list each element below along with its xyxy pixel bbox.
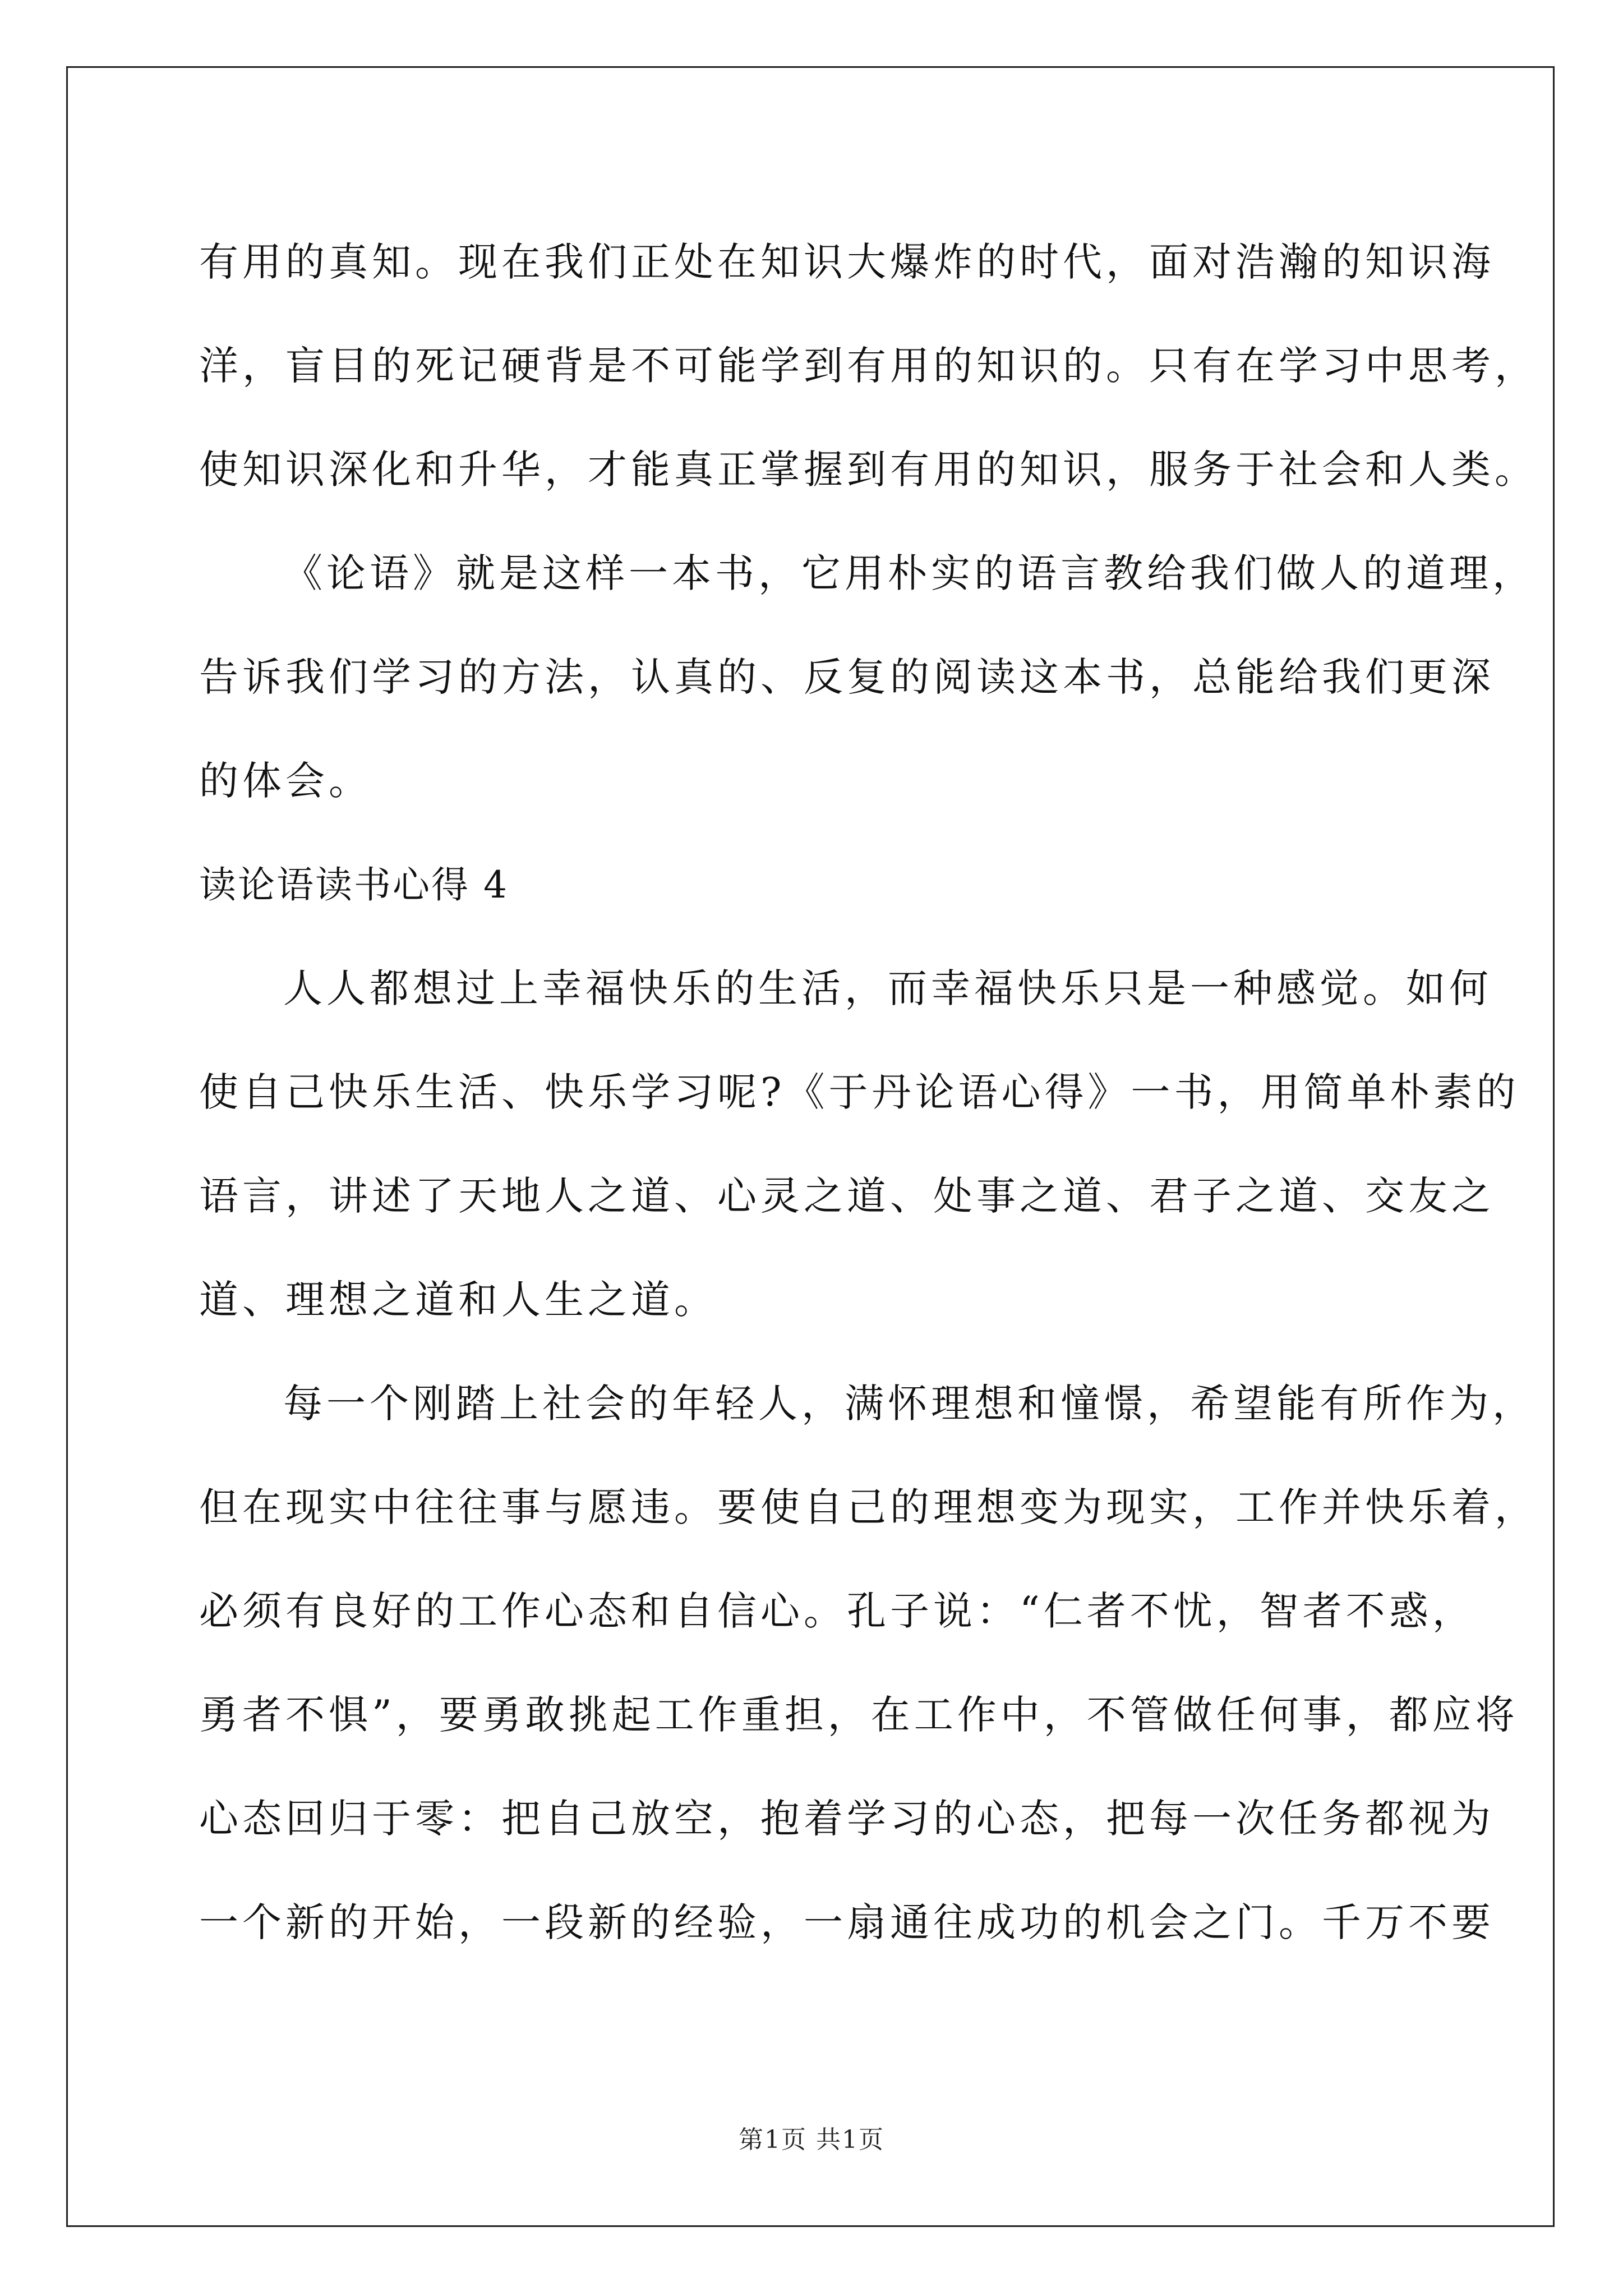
text-line: 心态回归于零：把自己放空，抱着学习的心态，把每一次任务都视为 xyxy=(199,1796,1495,1842)
paragraph xyxy=(199,937,1520,1352)
text-line: 语言，讲述了天地人之道、心灵之道、处事之道、君子之道、交友之 xyxy=(199,1173,1495,1219)
text-line: 读论语读书心得 4 xyxy=(199,863,509,907)
paragraph xyxy=(199,210,1538,522)
paragraph xyxy=(199,1352,1538,1975)
text-line: 道、理想之道和人生之道。 xyxy=(199,1277,717,1323)
text-line: 《论语》就是这样一本书，它用朴实的语言教给我们做人的道理， xyxy=(283,550,1536,596)
text-line: 洋，盲目的死记硬背是不可能学到有用的知识的。只有在学习中思考， xyxy=(199,343,1538,389)
text-line: 但在现实中往往事与愿违。要使自己的理想变为现实，工作并快乐着， xyxy=(199,1484,1538,1530)
paragraph xyxy=(199,522,1536,833)
section-heading xyxy=(199,833,1444,937)
text-line: 必须有良好的工作心态和自信心。孔子说：“仁者不忧，智者不惑， xyxy=(199,1588,1476,1634)
text-line: 告诉我们学习的方法，认真的、反复的阅读这本书，总能给我们更深 xyxy=(199,654,1495,700)
text-line: 有用的真知。现在我们正处在知识大爆炸的时代，面对浩瀚的知识海 xyxy=(199,239,1495,285)
text-line: 每一个刚踏上社会的年轻人，满怀理想和憧憬，希望能有所作为， xyxy=(283,1381,1536,1427)
text-line: 的体会。 xyxy=(199,758,372,804)
text-line: 一个新的开始，一段新的经验，一扇通往成功的机会之门。千万不要 xyxy=(199,1899,1495,1945)
text-line: 使自己快乐生活、快乐学习呢?《于丹论语心得》一书，用简单朴素的 xyxy=(199,1069,1520,1115)
document-body xyxy=(199,210,1538,1975)
page-footer: 第1页 共1页 xyxy=(739,2125,884,2154)
text-line: 勇者不惧”，要勇敢挑起工作重担，在工作中，不管做任何事，都应将 xyxy=(199,1692,1519,1738)
text-line: 人人都想过上幸福快乐的生活，而幸福快乐只是一种感觉。如何 xyxy=(283,965,1492,1011)
text-line: 使知识深化和升华，才能真正掌握到有用的知识，服务于社会和人类。 xyxy=(199,447,1538,493)
